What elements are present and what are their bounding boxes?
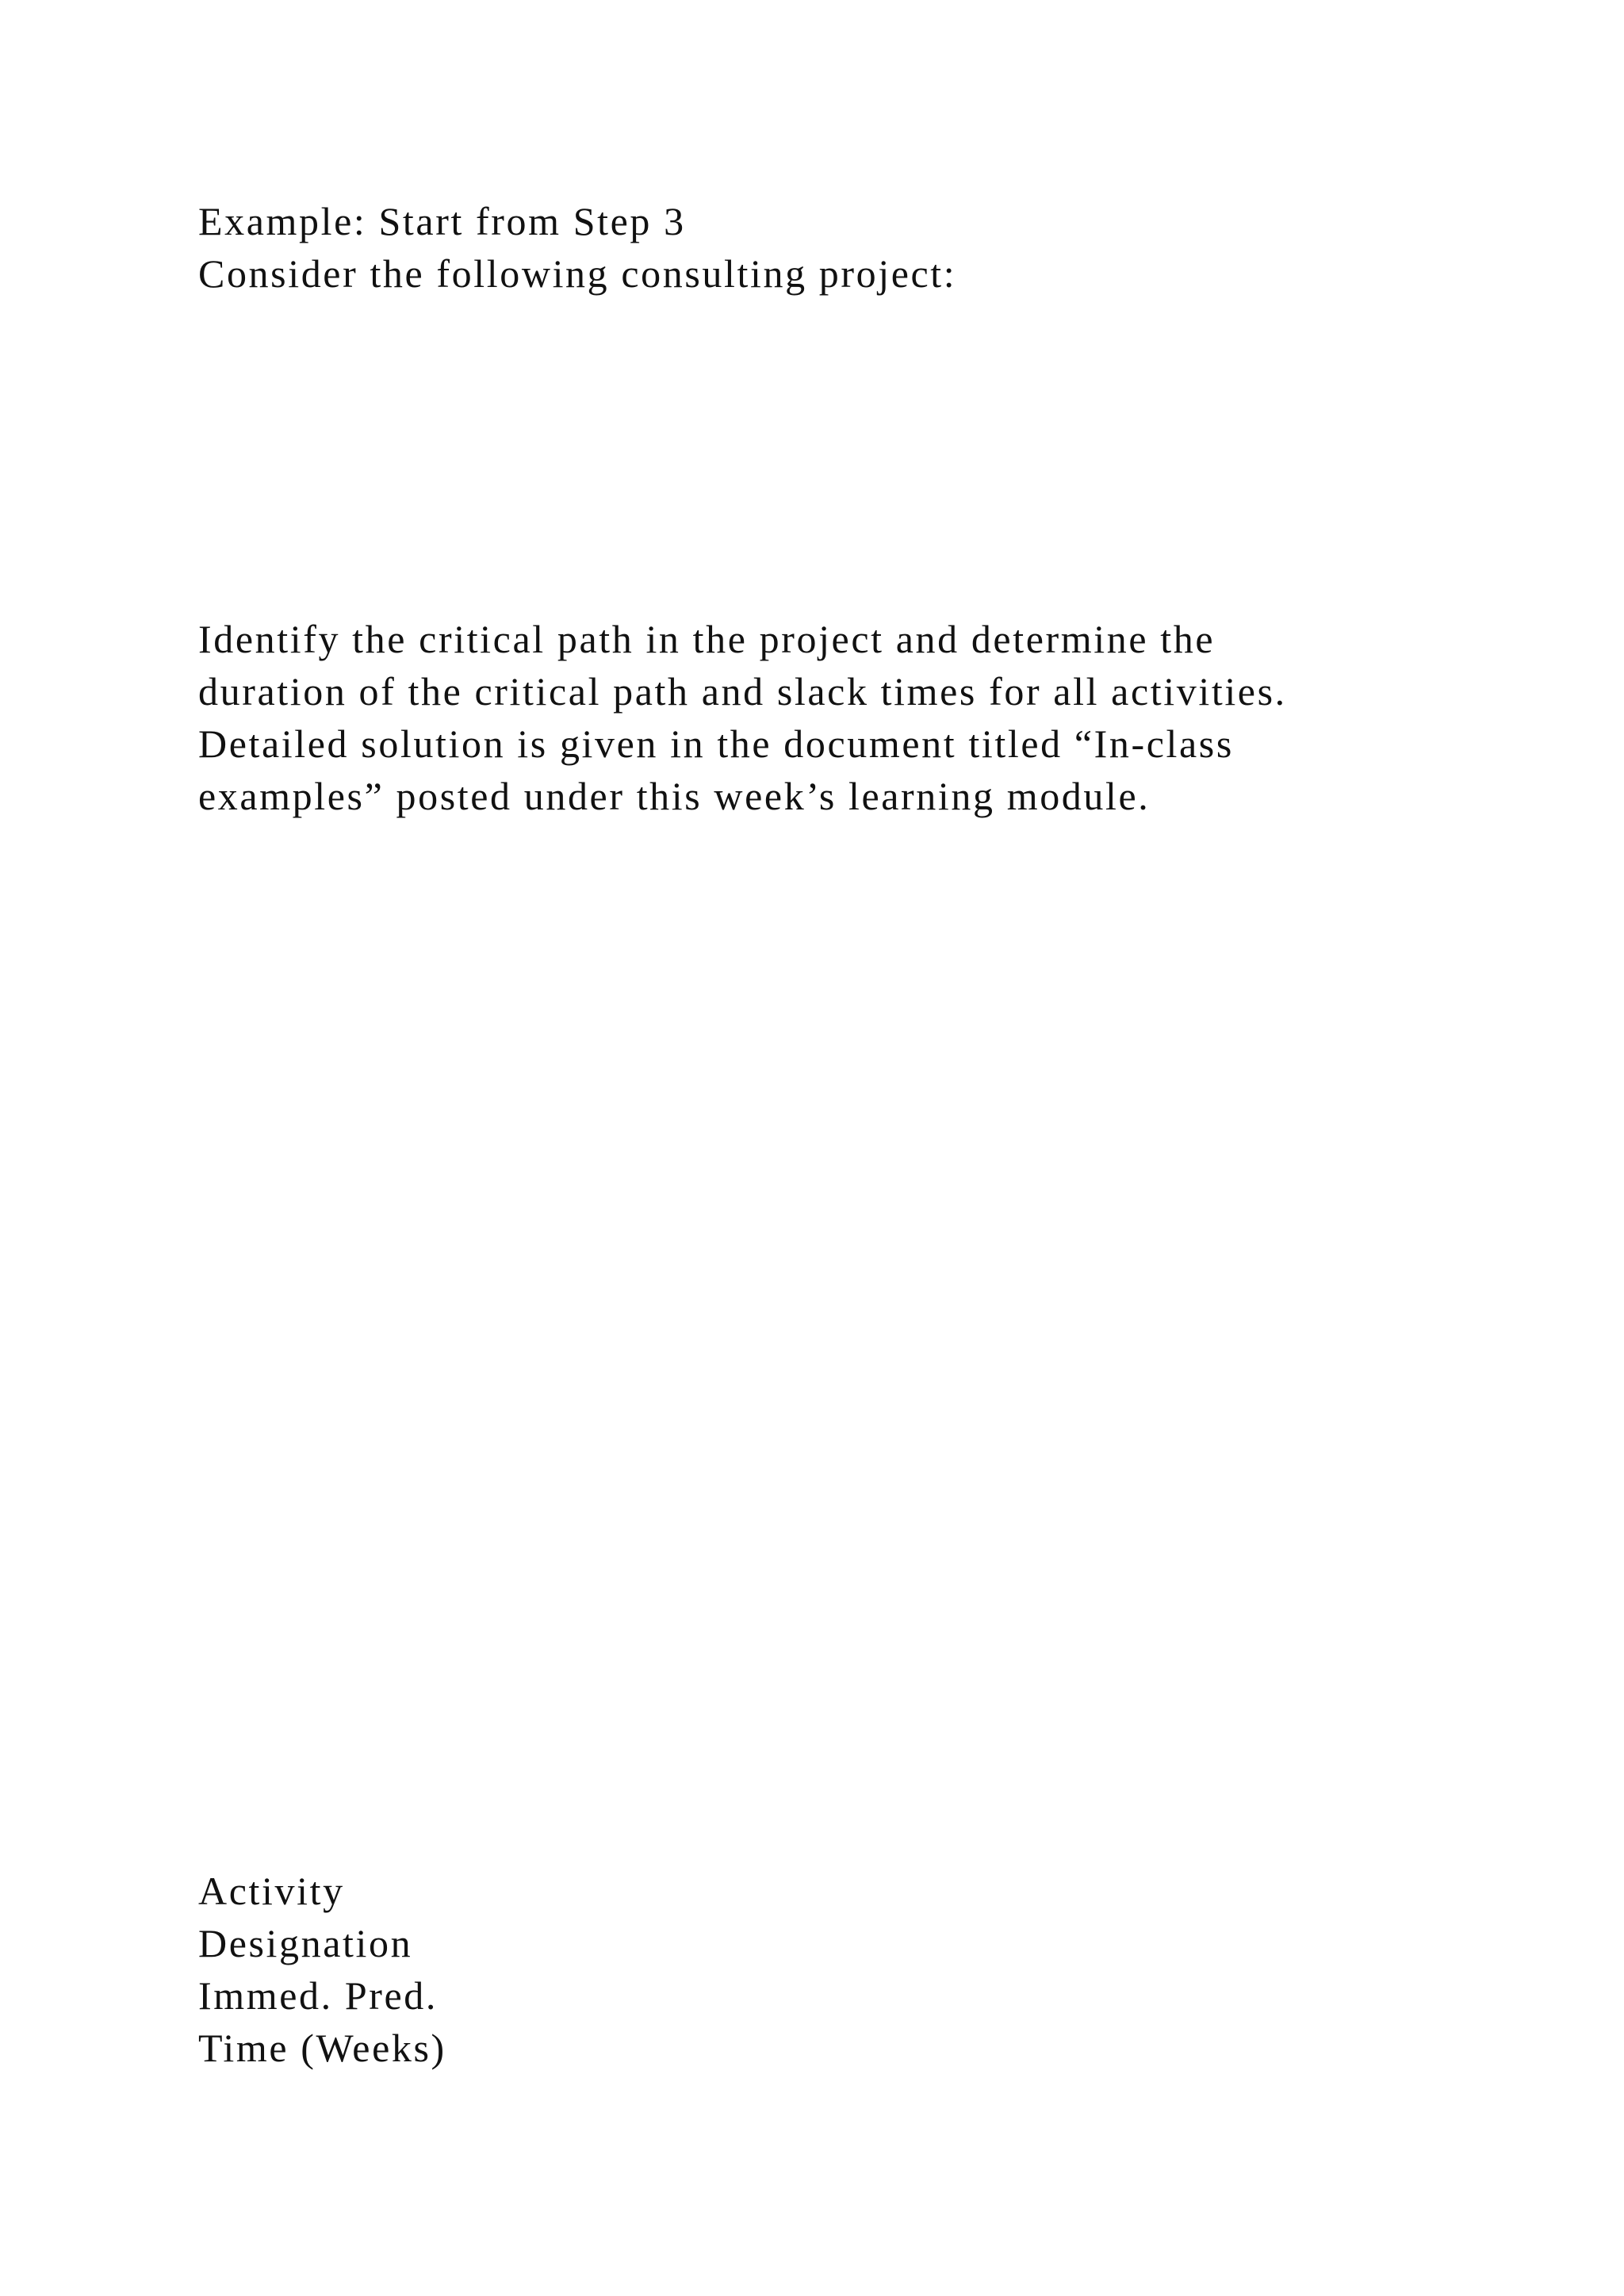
column-header-designation: Designation	[198, 1921, 413, 1965]
task-paragraph	[198, 613, 1467, 822]
task-line: Detailed solution is given in the document titled “In-class	[198, 721, 1234, 766]
column-header-activity: Activity	[198, 1869, 345, 1913]
task-line: duration of the critical path and slack times for all activities.	[198, 669, 1287, 714]
column-header-immed-pred: Immed. Pred.	[198, 1973, 438, 2018]
intro-block	[198, 195, 1467, 300]
task-line: examples” posted under this week’s learning module.	[198, 774, 1151, 818]
example-heading: Example: Start from Step 3	[198, 199, 686, 243]
task-line: Identify the critical path in the project and determine the	[198, 617, 1216, 661]
project-prompt: Consider the following consulting project:	[198, 251, 957, 296]
table-header-list	[198, 1865, 1467, 2074]
column-header-time: Time (Weeks)	[198, 2026, 446, 2070]
